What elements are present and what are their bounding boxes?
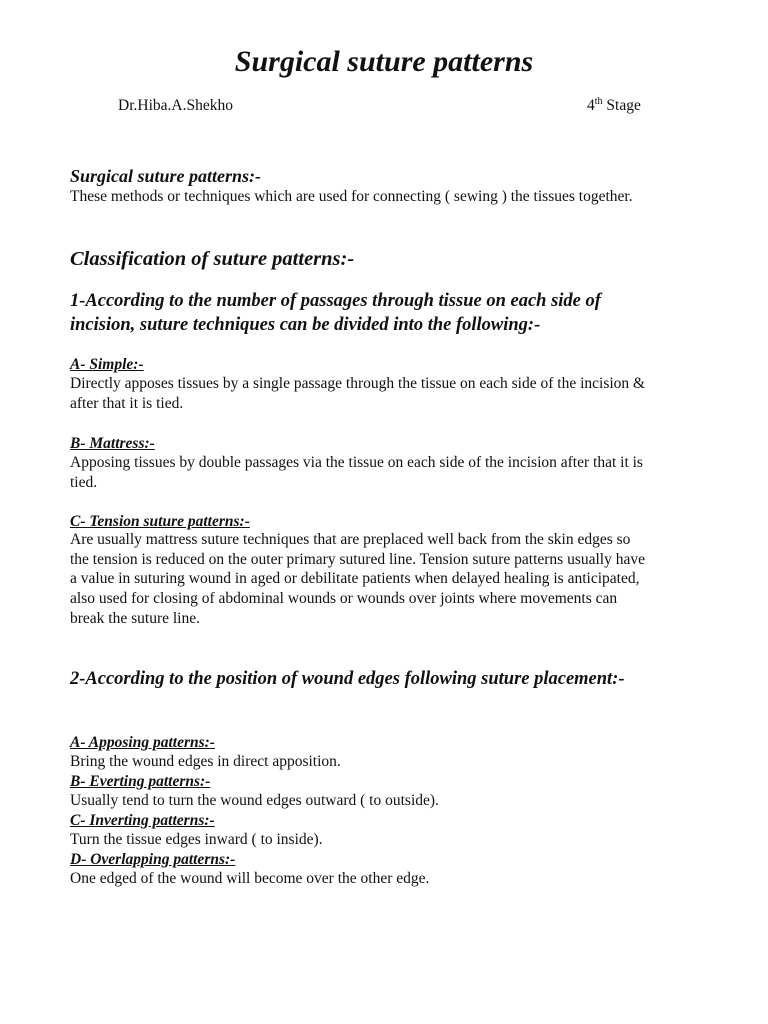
section1-heading: 1-According to the number of passages through tissue on each side of incision, suture techniques can be divided into the following:- (70, 291, 601, 335)
classification-heading: Classification of suture patterns:- (70, 248, 355, 270)
stage-number: 4 (587, 97, 595, 114)
stage-word: Stage (606, 97, 641, 114)
section1-item-a-text: Directly apposes tissues by a single passage through the tissue on each side of the incision & after that it is tied. (70, 375, 646, 412)
section2-item-c-title: C- Inverting patterns:- (70, 812, 215, 829)
page-title: Surgical suture patterns (234, 45, 534, 78)
author-name: Dr.Hiba.A.Shekho (118, 97, 233, 114)
section2-item-a-title: A- Apposing patterns:- (70, 734, 215, 751)
section2-item-b-title: B- Everting patterns:- (70, 773, 211, 790)
section1-item-c-text: Are usually mattress suture techniques that are preplaced well back from the skin edges so the tension is reduced on the outer primary sutured line. Tension suture patterns usually have a value in suturing wound in aged or debilitate patients when delayed healing is anticipated, also used for closing of abdominal wounds or wounds over joints where movements can break the suture line. (70, 531, 645, 627)
stage-label (587, 96, 641, 116)
intro-heading: Surgical suture patterns:- (70, 166, 262, 186)
section2-heading: 2-According to the position of wound edges following suture placement:- (70, 669, 625, 689)
section1-item-c-title: C- Tension suture patterns:- (70, 513, 250, 530)
section2-item-a-text: Bring the wound edges in direct apposition. (70, 753, 341, 770)
section2-item-d-text: One edged of the wound will become over the other edge. (70, 870, 430, 887)
section2-item-d-title: D- Overlapping patterns:- (70, 851, 236, 868)
section1-item-a-title: A- Simple:- (70, 356, 144, 373)
intro-text: These methods or techniques which are used for connecting ( sewing ) the tissues together. (70, 188, 633, 205)
section1-item-b-text: Apposing tissues by double passages via the tissue on each side of the incision after that it is tied. (70, 454, 643, 491)
section2-item-b-text: Usually tend to turn the wound edges outward ( to outside). (70, 792, 439, 809)
section1-item-b-title: B- Mattress:- (70, 435, 155, 452)
section2-item-c-text: Turn the tissue edges inward ( to inside). (70, 831, 323, 848)
stage-suffix: th (594, 96, 603, 107)
